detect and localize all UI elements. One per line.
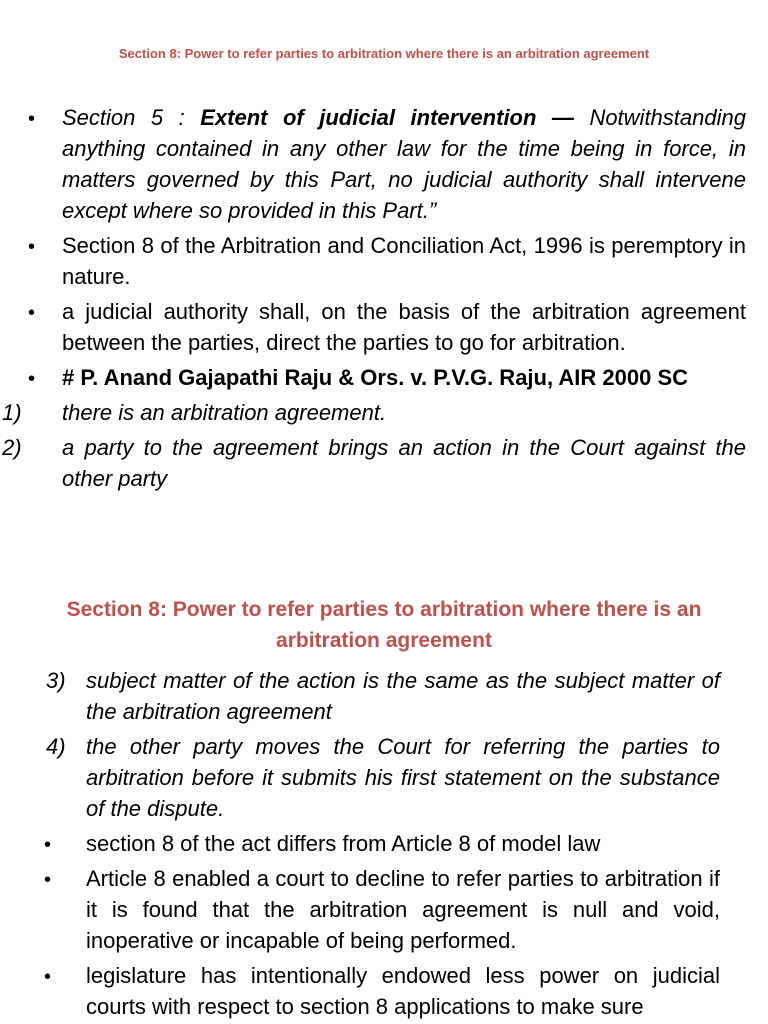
- list-item-text: Section 8 of the Arbitration and Conciliation Act, 1996 is peremptory in nature.: [62, 233, 746, 289]
- list-item-judicial-authority: [28, 296, 746, 358]
- number-marker: 2): [2, 435, 22, 460]
- number-marker: 1): [2, 400, 22, 425]
- section-title: Section 8: Power to refer parties to arbitration where there is an arbitration agreement: [66, 598, 702, 652]
- case-citation: # P. Anand Gajapathi Raju & Ors. v. P.V.G. Raju, AIR 2000 SC: [62, 365, 689, 390]
- numbered-item-1: [2, 397, 746, 428]
- numbered-item-4: [46, 731, 720, 824]
- number-marker: 3): [46, 668, 66, 693]
- bullet-icon: [28, 296, 62, 329]
- bullet-icon: [28, 230, 62, 263]
- section5-heading: Extent of judicial intervention —: [200, 105, 574, 130]
- list-item-text: Article 8 enabled a court to decline to refer parties to arbitration if it is found that the arbitration agreement is null and void, inoperative or incapable of being performed.: [86, 866, 720, 953]
- list-item-article8: [50, 863, 720, 956]
- bullet-icon: [28, 102, 62, 135]
- header-title: Section 8: Power to refer parties to arbitration where there is an arbitration agreement: [118, 46, 650, 61]
- list-item-text: section 8 of the act differs from Article 8 of model law: [86, 831, 601, 856]
- bullet-icon: [44, 960, 78, 993]
- list-item-section8-peremptory: [28, 230, 746, 292]
- numbered-text: a party to the agreement brings an action in the Court against the other party: [62, 435, 746, 491]
- slide1-list: [2, 102, 746, 498]
- section5-prefix: Section 5 :: [62, 105, 201, 130]
- numbered-item-2: [2, 432, 746, 494]
- list-item-text: a judicial authority shall, on the basis of the arbitration agreement between the parties, direct the parties to go for arbitration.: [62, 299, 746, 355]
- list-item-text: legislature has intentionally endowed less power on judicial courts with respect to section 8 applications to make sure: [86, 963, 720, 1019]
- numbered-text: subject matter of the action is the same as the subject matter of the arbitration agreement: [86, 668, 720, 724]
- bullet-icon: [28, 362, 62, 395]
- list-item-section5: [28, 102, 746, 226]
- list-item-model-law: [50, 828, 720, 859]
- numbered-text: there is an arbitration agreement.: [62, 400, 387, 425]
- bullet-icon: [44, 828, 78, 861]
- slide2-list: [46, 665, 720, 1024]
- list-item-legislature: [50, 960, 720, 1022]
- section5-text: Notwithstanding anything contained in any other law for the time being in force, in matters governed by this Part, no judicial authority shall intervene except where so provided in this Part.”: [62, 105, 746, 223]
- number-marker: 4): [46, 734, 66, 759]
- numbered-text: the other party moves the Court for referring the parties to arbitration before it submits his first statement on the substance of the dispute.: [86, 734, 720, 821]
- list-item-case-citation: [28, 362, 746, 393]
- bullet-icon: [44, 863, 78, 896]
- numbered-item-3: [46, 665, 720, 727]
